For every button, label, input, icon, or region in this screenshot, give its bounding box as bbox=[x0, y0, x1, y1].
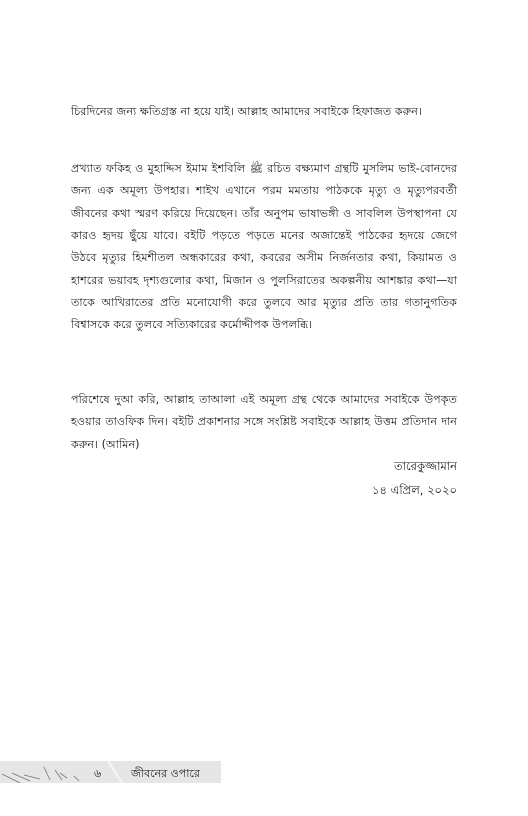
paragraph-2: প্রখ্যাত ফকিহ ও মুহাদ্দিস ইমাম ইশবিলি ﷺ রচিত বক্ষ্যমাণ গ্রন্থটি মুসলিম ভাই-বোনদের জন্য এক অমূল্য উপহার। শাইখ এখানে পরম মমতায় পাঠককে মৃত্যু ও মৃত্যুপরবর্তী জীবনের কথা স্মরণ করিয়ে দিয়েছেন। তাঁর অনুপম ভাষাভঙ্গী ও সাবলিল উপস্থাপনা যে কারও হৃদয় ছুঁয়ে যাবে। বইটি পড়তে পড়তে মনের অজান্তেই পাঠকের হৃদয়ে জেগে উঠবে মৃত্যুর হিমশীতল অন্ধকারের কথা, কবরের অসীম নির্জনতার কথা, কিয়ামত ও হাশরের ভয়াবহ দৃশ্যগুলোর কথা, মিজান ও পুলসিরাতের অকল্পনীয় আশঙ্কার কথা—যা তাকে আখিরাতের প্রতি মনোযোগী করে তুলবে আর মৃত্যুর প্রতি তার গতানুগতিক বিশ্বাসকে করে তুলবে সত্যিকারের কর্মোদ্দীপক উপলব্ধি। bbox=[71, 162, 458, 332]
signature-date: ১৪ এপ্রিল, ২০২০ bbox=[372, 483, 457, 497]
page-number: ৬ bbox=[94, 767, 102, 780]
running-title: জীবনের ওপারে bbox=[131, 767, 200, 780]
paragraph-1: চিরদিনের জন্য ক্ষতিগ্রস্ত না হয়ে যাই। আল্লাহ আমাদের সবাইকে হিফাজত করুন। bbox=[71, 105, 422, 119]
author-signature: তারেকুজ্জামান bbox=[394, 459, 457, 473]
paragraph-3: পরিশেষে দুআ করি, আল্লাহ তাআলা এই অমূল্য গ্রন্থ থেকে আমাদের সবাইকে উপকৃত হওয়ার তাওফিক দিন। বইটি প্রকাশনার সঙ্গে সংশ্লিষ্ট সবাইকে আল্লাহ উত্তম প্রতিদান দান করুন। (আমিন) bbox=[71, 393, 457, 451]
